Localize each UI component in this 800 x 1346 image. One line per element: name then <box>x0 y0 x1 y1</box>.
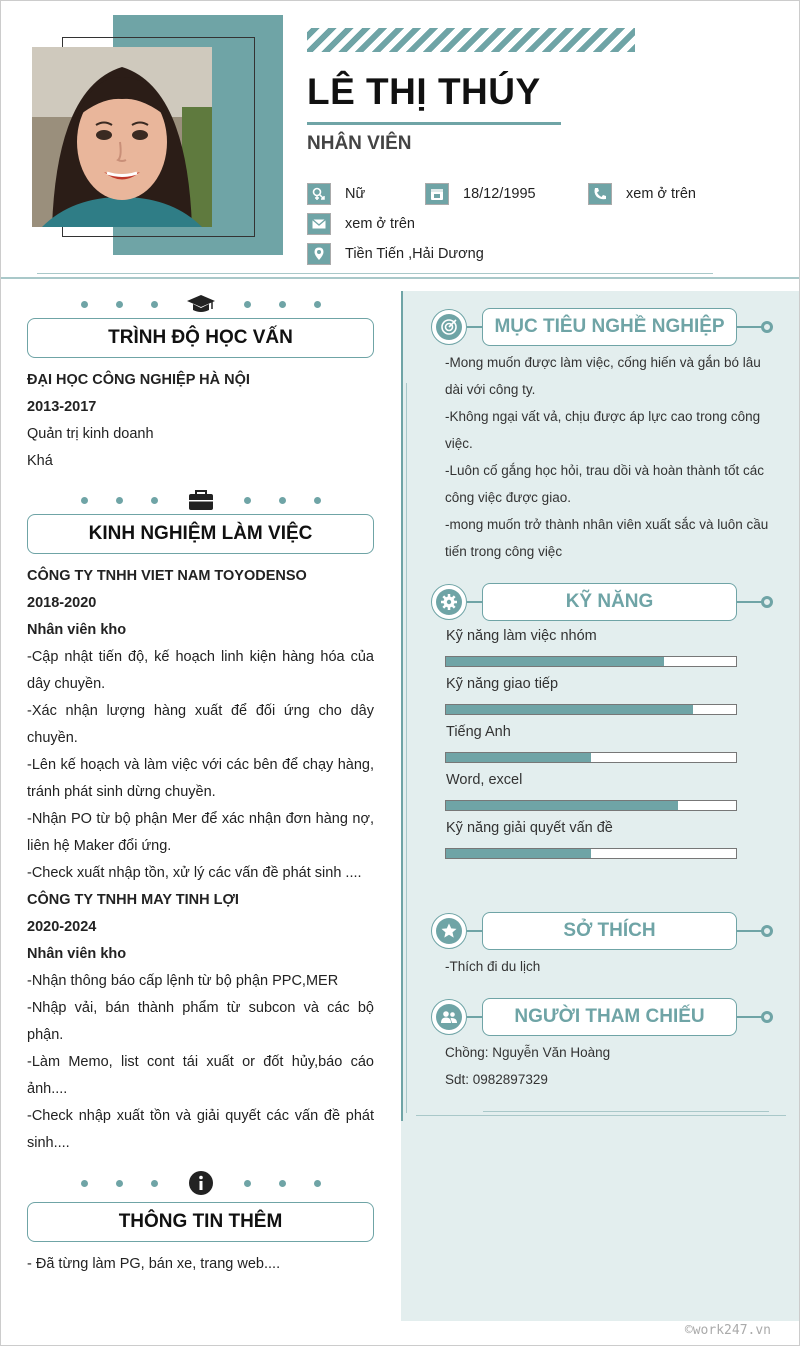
job-1-duty: -Cập nhật tiến độ, kế hoạch linh kiện hàng hóa của dây chuyền. <box>27 649 374 692</box>
job-2-duty: -Làm Memo, list cont tái xuất or đốt hủy,báo cáo ảnh.... <box>27 1054 374 1097</box>
job-2-duty: -Check nhập xuất tồn và giải quyết các vấn đề phát sinh.... <box>27 1108 374 1151</box>
header-stripes <box>307 28 635 52</box>
skill-bar <box>445 848 737 859</box>
objective-item: -Không ngại vất vả, chịu được áp lực cao trong công việc. <box>445 409 761 451</box>
watermark: ©work247.vn <box>684 1323 771 1338</box>
job-1-company: CÔNG TY TNHH VIET NAM TOYODENSO <box>27 568 307 584</box>
contact-phone <box>588 183 696 205</box>
header-divider <box>1 277 800 279</box>
skill-bar <box>445 752 737 763</box>
birthday-value: 18/12/1995 <box>463 186 536 202</box>
education-dots <box>81 291 321 317</box>
contact-gender <box>307 183 365 205</box>
job-2-duty: -Nhập vải, bán thành phẩm từ subcon và các bộ phận. <box>27 1000 374 1043</box>
job-2-company: CÔNG TY TNHH MAY TINH LỢI <box>27 892 239 908</box>
phone-icon <box>588 183 612 205</box>
reference-line: Sdt: 0982897329 <box>445 1072 548 1087</box>
job-1-position: Nhân viên kho <box>27 622 127 638</box>
candidate-name: LÊ THỊ THÚY <box>307 71 541 112</box>
gender-icon <box>307 183 331 205</box>
hobbies-heading: SỞ THÍCH <box>482 912 737 950</box>
skill-bar <box>445 800 737 811</box>
objective-item: -Mong muốn được làm việc, cống hiến và gắn bó lâu dài với công ty. <box>445 355 761 397</box>
references-header <box>431 998 777 1038</box>
column-divider <box>401 291 403 1121</box>
job-2-duty: -Nhận thông báo cấp lệnh từ bộ phận PPC,MER <box>27 973 339 989</box>
education-years: 2013-2017 <box>27 399 97 415</box>
skill-label: Kỹ năng giao tiếp <box>446 676 559 692</box>
column-divider-thin <box>406 383 407 1113</box>
education-heading: TRÌNH ĐỘ HỌC VẤN <box>27 318 374 358</box>
objective-item: -mong muốn trở thành nhân viên xuất sắc và luôn cầu tiến trong công việc <box>445 517 769 559</box>
extra-dots <box>81 1170 321 1196</box>
graduation-cap-icon <box>186 291 216 317</box>
skill-bar-fill <box>446 657 664 666</box>
education-major: Quản trị kinh doanh <box>27 426 154 442</box>
skill-bar-fill <box>446 753 591 762</box>
job-1-duty: -Xác nhận lượng hàng xuất để đối ứng cho dây chuyền. <box>27 703 374 746</box>
name-underline <box>307 122 561 125</box>
briefcase-icon <box>186 487 216 513</box>
job-2-years: 2020-2024 <box>27 919 97 935</box>
skill-label: Word, excel <box>446 772 523 788</box>
address-value: Tiền Tiến ,Hải Dương <box>345 246 484 262</box>
skill-label: Kỹ năng làm việc nhóm <box>446 628 597 644</box>
skill-bar <box>445 704 737 715</box>
skill-bar-fill <box>446 849 591 858</box>
skills-heading: KỸ NĂNG <box>482 583 737 621</box>
target-icon <box>436 314 462 340</box>
gear-icon <box>436 589 462 615</box>
skill-bar <box>445 656 737 667</box>
email-value: xem ở trên <box>345 216 415 232</box>
job-title: NHÂN VIÊN <box>307 133 412 154</box>
people-icon <box>436 1004 462 1030</box>
job-1-duty: -Lên kế hoạch và làm việc với các bên để chạy hàng, tránh phát sinh dừng chuyền. <box>27 757 374 800</box>
hobbies-text: -Thích đi du lịch <box>445 959 541 974</box>
job-1-duty: -Check xuất nhập tồn, xử lý các vấn đề phát sinh .... <box>27 865 362 881</box>
job-1-duty: -Nhận PO từ bộ phận Mer để xác nhận đơn hàng nợ, liên hệ Maker đổi ứng. <box>27 811 374 854</box>
star-icon <box>436 918 462 944</box>
calendar-icon <box>425 183 449 205</box>
location-pin-icon <box>307 243 331 265</box>
skill-label: Kỹ năng giải quyết vấn đề <box>446 820 613 836</box>
skill-bar-fill <box>446 705 693 714</box>
extra-heading: THÔNG TIN THÊM <box>27 1202 374 1242</box>
objective-heading: MỤC TIÊU NGHỀ NGHIỆP <box>482 308 737 346</box>
email-icon <box>307 213 331 235</box>
skills-header <box>431 583 777 623</box>
hobbies-header <box>431 912 777 952</box>
contact-birthday <box>425 183 536 205</box>
info-icon <box>186 1170 216 1196</box>
header-divider-thin <box>37 273 713 274</box>
objective-item: -Luôn cố gắng học hỏi, trau dồi và hoàn thành tốt các công việc được giao. <box>445 463 764 505</box>
education-school: ĐẠI HỌC CÔNG NGHIỆP HÀ NỘI <box>27 372 250 388</box>
extra-text: - Đã từng làm PG, bán xe, trang web.... <box>27 1256 281 1272</box>
contact-email <box>307 213 415 235</box>
panel-divider <box>416 1115 786 1116</box>
references-heading: NGƯỜI THAM CHIẾU <box>482 998 737 1036</box>
avatar <box>32 47 212 227</box>
education-grade: Khá <box>27 453 53 469</box>
reference-line: Chồng: Nguyễn Văn Hoàng <box>445 1045 611 1060</box>
skill-label: Tiếng Anh <box>446 724 511 740</box>
contact-address <box>307 243 484 265</box>
job-2-position: Nhân viên kho <box>27 946 127 962</box>
skill-bar-fill <box>446 801 678 810</box>
gender-value: Nữ <box>345 186 366 202</box>
job-1-years: 2018-2020 <box>27 595 97 611</box>
objective-header <box>431 308 777 348</box>
experience-heading: KINH NGHIỆM LÀM VIỆC <box>27 514 374 554</box>
phone-value: xem ở trên <box>626 186 696 202</box>
experience-dots <box>81 487 321 513</box>
panel-divider-thin <box>483 1111 769 1112</box>
